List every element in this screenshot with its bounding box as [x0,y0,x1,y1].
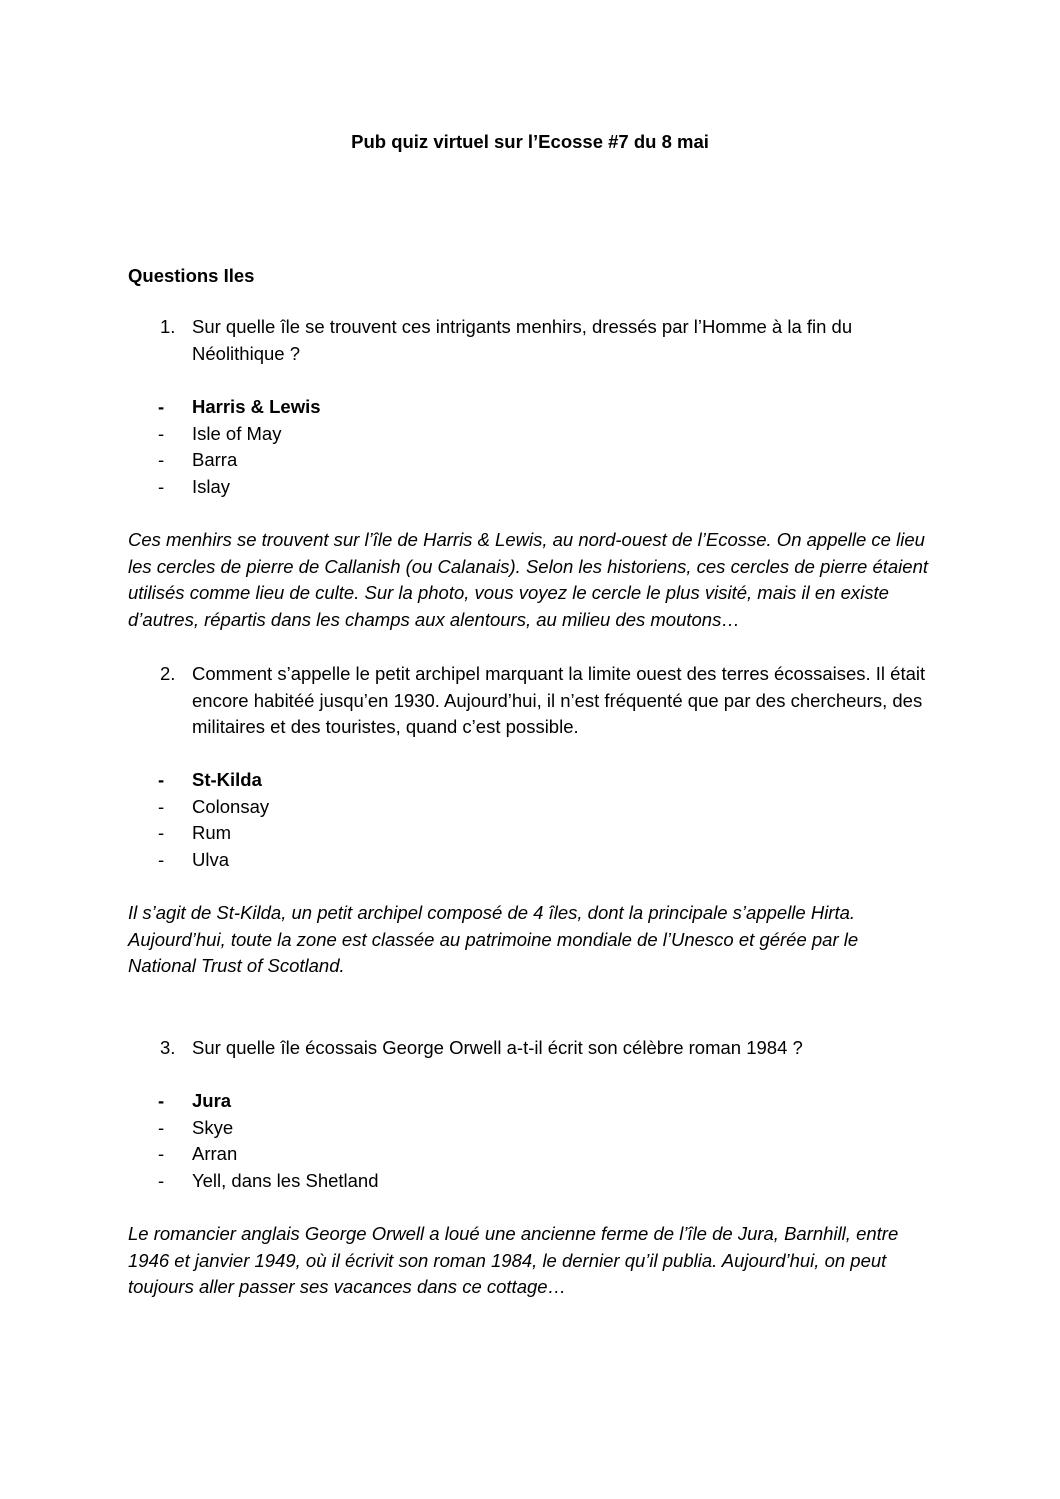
page-title: Pub quiz virtuel sur l’Ecosse #7 du 8 mai [351,131,709,152]
option-label: Colonsay [192,795,270,817]
options-list-2 [158,767,269,874]
options-list-1 [158,394,321,501]
option-label: Barra [192,449,238,471]
option-label: Skye [192,1116,234,1138]
option [158,474,321,501]
option-label: Jura [192,1090,232,1111]
option-label: Ulva [192,849,230,871]
option-correct [158,767,269,794]
option-label: Yell, dans les Shetland [192,1170,379,1192]
option-dash: - [158,1090,165,1111]
option [158,1168,379,1195]
option-dash: - [158,769,165,790]
option [158,447,321,474]
answer-explanation-3: Le romancier anglais George Orwell a loué une ancienne ferme de l’île de Jura, Barnhill, entre 1946 et janvier 1949, où il écrivit son roman 1984, le dernier qu’il publia. Aujourd’hui, on peut toujours aller passer ses vacances dans ce cottage… [128,1223,899,1297]
option-label: Harris & Lewis [192,396,321,417]
question-number: 1. [160,316,176,337]
option-dash: - [158,396,165,417]
option-dash: - [158,1143,165,1165]
option [158,847,269,874]
question-number: 3. [160,1037,176,1058]
option-dash: - [158,476,165,498]
option [158,1115,379,1142]
option-dash: - [158,822,165,844]
option-dash: - [158,449,165,471]
option-label: Arran [192,1143,238,1165]
question-1 [160,314,940,367]
answer-explanation-1: Ces menhirs se trouvent sur l’île de Harris & Lewis, au nord-ouest de l’Ecosse. On appelle ce lieu les cercles de pierre de Callanish (ou Calanais). Selon les historiens, ces cercles de pierre étaient utilisés comme lieu de culte. Sur la photo, vous voyez le cercle le plus visité, mais il en existe d’autres, répartis dans les champs aux alentours, au milieu des moutons… [128,529,929,630]
option [158,794,269,821]
option-correct [158,394,321,421]
option-label: Rum [192,822,232,844]
option-dash: - [158,1170,165,1192]
question-text: Sur quelle île se trouvent ces intrigants menhirs, dressés par l’Homme à la fin du Néolithique ? [192,316,853,364]
option-correct [158,1088,379,1115]
question-3 [160,1035,940,1062]
option [158,1141,379,1168]
option [158,820,269,847]
option-label: St-Kilda [192,769,262,790]
question-number: 2. [160,663,176,684]
question-text: Comment s’appelle le petit archipel marquant la limite ouest des terres écossaises. Il était encore habitéé jusqu’en 1930. Aujourd’hui, il n’est fréquenté que par des chercheurs, des militaires et des touristes, quand c’est possible. [192,663,926,737]
options-list-3 [158,1088,379,1195]
option-label: Islay [192,476,231,498]
question-2 [160,661,940,741]
question-text: Sur quelle île écossais George Orwell a-t-il écrit son célèbre roman 1984 ? [192,1037,803,1058]
option-label: Isle of May [192,422,282,444]
section-heading: Questions Iles [128,265,255,286]
option-dash: - [158,422,165,444]
option-dash: - [158,849,165,871]
option-dash: - [158,795,165,817]
option-dash: - [158,1116,165,1138]
answer-explanation-2: Il s’agit de St-Kilda, un petit archipel composé de 4 îles, dont la principale s’appelle Hirta. Aujourd’hui, toute la zone est classée au patrimoine mondiale de l’Unesco et gérée par le National Trust of Scotland. [128,902,859,976]
option [158,421,321,448]
